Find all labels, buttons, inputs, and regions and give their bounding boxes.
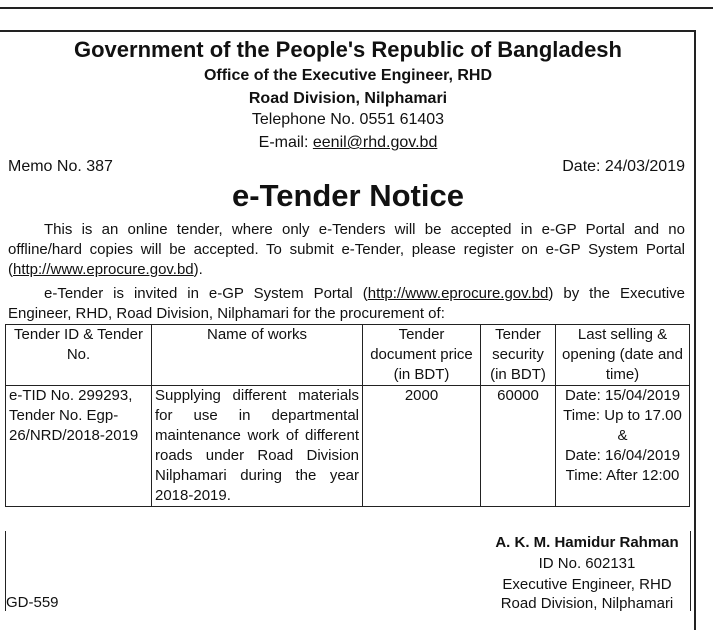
cell-document-price: 2000 [363,386,481,507]
email-link[interactable]: eenil@rhd.gov.bd [312,134,438,151]
memo-number: Memo No. 387 [8,158,113,175]
header-document-price: Tender document price (in BDT) [363,325,481,386]
email-line [0,134,696,152]
eprocure-link[interactable]: http://www.eprocure.gov.bd [13,261,194,278]
signatory-designation: Executive Engineer, RHD [502,576,672,593]
eprocure-link-2[interactable]: http://www.eprocure.gov.bd [367,285,549,302]
notice-date: Date: 24/03/2019 [562,158,685,175]
office-heading: Office of the Executive Engineer, RHD [203,67,493,84]
cell-selling-opening [556,386,690,507]
cell-name-of-works: Supplying different materials for use in departmental maintenance work of different roads under Road Division Nilphamari during the year 2018-2019. [152,386,363,507]
selling-time: Time: Up to 17.00 [563,407,682,424]
invitation-text: e-Tender is invited in e-GP System Portal ( [44,285,368,302]
opening-date: Date: 16/04/2019 [564,447,681,464]
tender-table [5,324,690,507]
cell-tender-security: 60000 [481,386,556,507]
signatory-division: Road Division, Nilphamari [500,595,674,612]
intro-paragraph [8,220,685,280]
telephone-line: Telephone No. 0551 61403 [251,111,445,128]
signatory-id: ID No. 602131 [538,555,636,572]
notice-title: e-Tender Notice [232,178,464,213]
intro-end: ). [193,261,203,278]
top-rule [0,0,713,9]
footer-code: GD-559 [6,594,59,611]
header-name-of-works: Name of works [152,325,363,386]
intro-text: This is an online tender, where only e-Tenders will be accepted in e-GP Portal and no offline/hard copies will be accepted. To submit e-Tender, please register on e-GP System Portal ( [8,221,685,278]
invitation-paragraph [8,284,685,324]
header-selling-opening: Last selling & opening (date and time) [556,325,690,386]
ampersand: & [617,427,628,444]
invitation-end: ) by the Executive Engineer, RHD, Road Division, Nilphamari for the procurement of: [8,285,685,322]
division-heading: Road Division, Nilphamari [248,90,448,107]
header-tender-security: Tender security (in BDT) [481,325,556,386]
email-prefix: E-mail: [258,134,313,151]
header-tender-id: Tender ID & Tender No. [6,325,152,386]
table-row [6,386,690,507]
table-header-row [6,325,690,386]
signatory-name: A. K. M. Hamidur Rahman [495,534,679,551]
selling-date: Date: 15/04/2019 [564,387,681,404]
opening-time: Time: After 12:00 [565,467,680,484]
cell-tender-id: e-TID No. 299293, Tender No. Egp-26/NRD/2018-2019 [6,386,152,507]
government-heading: Government of the People's Republic of Bangladesh [74,37,622,62]
